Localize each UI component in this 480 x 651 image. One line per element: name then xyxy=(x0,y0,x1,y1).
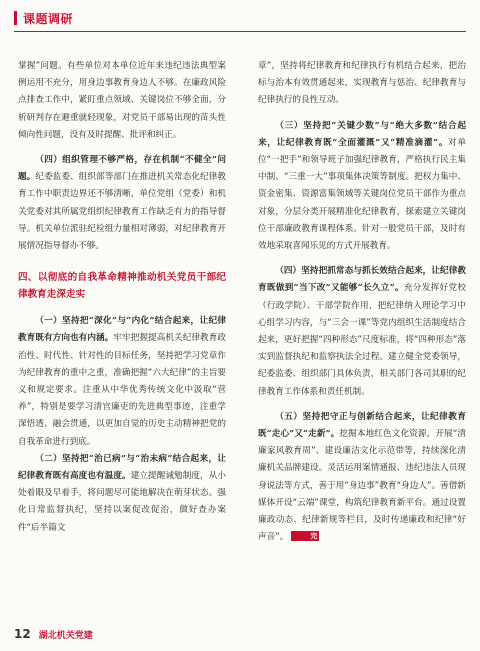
page-number: 12 xyxy=(14,627,31,641)
left-column xyxy=(18,58,226,537)
paragraph xyxy=(18,152,226,255)
section-heading: 四、以彻底的自我革命精神推动机关党员干部纪律教育走深走实 xyxy=(18,272,226,301)
right-column xyxy=(258,58,466,546)
header-accent-bar xyxy=(14,11,17,25)
paragraph-body: 纪委监委、组织部等部门在推进机关常态化纪律教育工作中职责边界还不够清晰，单位党组（党委）和机关党委对其所属党组织纪律教育工作缺乏有力的指导督导。机关单位派驻纪检组力量相对薄弱，对纪律教育开展情况指导督办不够。 xyxy=(18,172,226,252)
paragraph xyxy=(18,313,226,451)
paragraph-body: 建立提醒诫勉制度，从小处着眼及早着手，将问题尽可能地解决在萌芽状态。强化日常监督执纪，坚持以案促改促治，做好查办案件“后半篇文 xyxy=(18,471,226,533)
paragraph xyxy=(258,118,466,256)
column-tag: 课题调研 xyxy=(23,11,74,26)
paragraph xyxy=(258,409,466,547)
paragraph: 掌握”问题。有些单位对本单位近年来违纪违法典型案例运用不充分，用身边事教育身边人不够。在廉政风险点排查工作中，紧盯重点领域、关键岗位不够全面，分析研判存在避重就轻现象，对党员干部易出现的苗头性倾向性问题，没有及时提醒、批评和纠正。 xyxy=(18,61,226,140)
page-footer xyxy=(14,627,93,641)
paragraph xyxy=(258,263,466,401)
column-header xyxy=(14,8,73,28)
paragraph-body: 充分发挥好党校（行政学院）、干部学院作用，把纪律纳入理论学习中心组学习内容，与“三会一课”等党内组织生活制度结合起来，更好把握“四种形态”尺度标准，将“四种形态”落实到监督执纪和监察执法全过程。建立健全党委领导，纪委监委、组织部门具体负责，相关部门各司其职的纪律教育工作体系和责任机制。 xyxy=(258,283,466,397)
paragraph-body: 牢牢把握提高机关纪律教育政治性、时代性、针对性的目标任务，坚持把学习党章作为纪律教育的重中之重，准确把握“六大纪律”的主旨要义和规定要求。注重从中华优秀传统文化中汲取“营养”，特别是要学习清官廉吏的先进典型事迹，注重学深悟透、融会贯通，以更加自觉的历史主动精神把党的自我革命进行到底。 xyxy=(18,333,226,447)
paragraph xyxy=(18,451,226,537)
subsection-heading: （五）坚持把守正与创新结合起来，让纪律教育既“走心”又“走新”。 xyxy=(258,411,466,440)
subsection-heading: （一）坚持把“深化”与“内化”结合起来，让纪律教育既有方向也有内涵。 xyxy=(18,316,226,344)
header-rule xyxy=(14,31,466,32)
subsection-heading: （四）坚持把抓常态与抓长效结合起来，让纪律教育既做到“当下改”又能够“长久立”。 xyxy=(258,266,466,294)
subsection-heading: （三）坚持把“关键少数”与“绝大多数”结合起来，让纪律教育既“全面灌溉”又“精准滴灌”。 xyxy=(258,120,466,148)
paragraph-body: 对单位“一把手”和领导班子加强纪律教育，严格执行民主集中制、“三重一大”事项集体决策等制度。把权力集中、资金密集、资源富集领域等关键岗位党员干部作为重点对象，分层分类开展精准化纪律教育，探索建立关键岗位干部廉政教育课程体系。针对一般党员干部，及时有效地采取喜闻乐见的方式开展教育。 xyxy=(258,137,466,252)
magazine-name: 湖北机关党建 xyxy=(38,630,93,641)
end-mark: 完 xyxy=(291,531,319,541)
subsection-heading: （二）坚持把“治已病”与“治未病”结合起来，让纪律教育既有高度也有温度。 xyxy=(18,453,226,482)
subsection-heading: （四）组织管理不够严格，存在机制“不健全”问题。 xyxy=(18,155,226,183)
paragraph-body: 挖掘本地红色文化资源，开展“清廉家风教育周”、建设廉洁文化示范带等，持续深化清廉机关品牌建设。灵活运用案情通报、违纪违法人员现身说法等方式，善于用“身边事”教育“身边人”。善借新媒体开设“云端”课堂，构筑纪律教育新平台。通过设置廉政动态、纪律新规等栏目，及时传递廉政和纪律“好声音”。 xyxy=(258,429,467,543)
paragraph: 章”，坚持将纪律教育和纪律执行有机结合起来，把治标与治本有效贯通起来，实现教育与惩治、纪律教育与纪律执行的良性互动。 xyxy=(258,61,466,106)
